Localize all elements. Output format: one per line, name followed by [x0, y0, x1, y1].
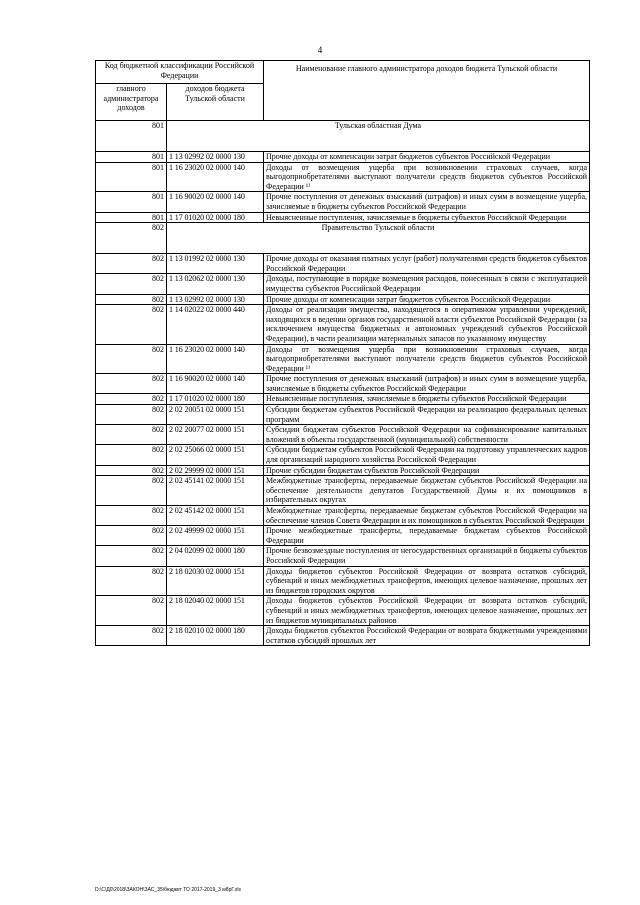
revenue-name: Субсидии бюджетам субъектов Российской Федерации на софинансирование капитальных вложений в объекты государственной (муниципальной) собственности	[264, 425, 590, 445]
revenue-code: 2 18 02010 02 0000 180	[167, 626, 264, 646]
admin-code: 801	[96, 152, 167, 163]
revenue-code: 1 16 90020 02 0000 140	[167, 374, 264, 394]
revenue-code: 2 04 02099 02 0000 180	[167, 546, 264, 566]
table-row	[96, 212, 590, 223]
revenue-name: Субсидии бюджетам субъектов Российской Федерации на реализацию федеральных целевых программ	[264, 405, 590, 425]
admin-code: 802	[96, 374, 167, 394]
table-row	[96, 405, 590, 425]
admin-code: 801	[96, 212, 167, 223]
table-row	[96, 526, 590, 546]
revenue-code: 1 13 02992 02 0000 130	[167, 152, 264, 163]
revenue-name: Межбюджетные трансферты, передаваемые бюджетам субъектов Российской Федерации на обеспечение членов Совета Федерации и их помощников в субъектах Российской Федерации	[264, 506, 590, 526]
section-title: Тульская областная Дума	[167, 121, 590, 152]
table-row	[96, 425, 590, 445]
revenue-name: Невыясненные поступления, зачисляемые в бюджеты субъектов Российской Федерации	[264, 212, 590, 223]
revenue-name: Доходы бюджетов субъектов Российской Федерации от возврата остатков субсидий, субвенций и иных межбюджетных трансфертов, имеющих целевое назначение, прошлых лет из бюджетов городских округов	[264, 566, 590, 596]
revenue-name: Субсидии бюджетам субъектов Российской Федерации на подготовку управленческих кадров для организаций народного хозяйства Российской Федерации	[264, 445, 590, 465]
table-row	[96, 254, 590, 274]
admin-code: 802	[96, 476, 167, 506]
revenue-name: Доходы бюджетов субъектов Российской Федерации от возврата остатков субсидий, субвенций и иных межбюджетных трансфертов, имеющих целевое назначение, прошлых лет из бюджетов муниципальных районов	[264, 596, 590, 626]
table-row	[96, 506, 590, 526]
file-path-footer: D:\С\Д0\2018\ЗАКОН\ЗАС_35\бюджет ТО 2017-2019_3 w8pГ.xls	[95, 887, 241, 893]
admin-code: 802	[96, 546, 167, 566]
revenue-name: Доходы бюджетов субъектов Российской Федерации от возврата бюджетными учреждениями остатков субсидий прошлых лет	[264, 626, 590, 646]
table-row	[96, 394, 590, 405]
revenue-code: 1 16 23020 02 0000 140	[167, 162, 264, 192]
table-row	[96, 566, 590, 596]
admin-code: 802	[96, 626, 167, 646]
revenue-code: 2 02 25066 02 0000 151	[167, 445, 264, 465]
admin-code: 801	[96, 192, 167, 212]
revenue-administrators-table	[95, 60, 590, 646]
admin-code: 802	[96, 566, 167, 596]
table-row	[96, 626, 590, 646]
admin-code: 802	[96, 596, 167, 626]
admin-code: 802	[96, 223, 167, 254]
revenue-code: 2 18 02030 02 0000 151	[167, 566, 264, 596]
header-code-group: Код бюджетной классификации Российской Федерации	[96, 61, 264, 84]
table-row	[96, 344, 590, 374]
admin-code: 802	[96, 506, 167, 526]
revenue-name: Доходы от возмещения ущерба при возникновении страховых случаев, когда выгодоприобретателями выступают получатели средств бюджетов субъектов Российской Федерации ¹⁾	[264, 162, 590, 192]
admin-code: 802	[96, 254, 167, 274]
revenue-code: 2 02 45141 02 0000 151	[167, 476, 264, 506]
revenue-name: Прочие поступления от денежных взысканий (штрафов) и иных сумм в возмещение ущерба, зачисляемые в бюджеты субъектов Российской Федерации	[264, 192, 590, 212]
table-row	[96, 162, 590, 192]
revenue-code: 1 17 01020 02 0000 180	[167, 212, 264, 223]
table-row	[96, 374, 590, 394]
revenue-name: Невыясненные поступления, зачисляемые в бюджеты субъектов Российской Федерации	[264, 394, 590, 405]
revenue-code: 1 16 23020 02 0000 140	[167, 344, 264, 374]
table-row	[96, 546, 590, 566]
section-row	[96, 223, 590, 254]
revenue-code: 2 18 02040 02 0000 151	[167, 596, 264, 626]
revenue-code: 1 17 01020 02 0000 180	[167, 394, 264, 405]
admin-code: 802	[96, 274, 167, 294]
revenue-name: Доходы, поступающие в порядке возмещения расходов, понесенных в связи с эксплуатацией имущества субъектов Российской Федерации	[264, 274, 590, 294]
revenue-code: 2 02 20051 02 0000 151	[167, 405, 264, 425]
revenue-name: Межбюджетные трансферты, передаваемые бюджетам субъектов Российской Федерации на обеспечение деятельности депутатов Государственной Думы и их помощников в избирательных округах	[264, 476, 590, 506]
table-row	[96, 274, 590, 294]
header-revenue: доходов бюджета Тульской области	[167, 84, 264, 121]
table-row	[96, 305, 590, 344]
table-body	[96, 121, 590, 646]
table-row	[96, 596, 590, 626]
table-row	[96, 465, 590, 476]
revenue-name: Доходы от реализации имущества, находящегося в оперативном управлении учреждений, находящихся в ведении органов государственной власти субъектов Российской Федерации (за исключением имущества бюджетных и автономных учреждений субъектов Российской Федерации), в части реализации материальных запасов по указанному имуществу	[264, 305, 590, 344]
revenue-code: 2 02 45142 02 0000 151	[167, 506, 264, 526]
admin-code: 802	[96, 294, 167, 305]
revenue-name: Прочие поступления от денежных взысканий (штрафов) и иных сумм в возмещение ущерба, зачисляемые в бюджеты субъектов Российской Федерации	[264, 374, 590, 394]
admin-code: 802	[96, 305, 167, 344]
section-row	[96, 121, 590, 152]
revenue-name: Прочие межбюджетные трансферты, передаваемые бюджетам субъектов Российской Федерации	[264, 526, 590, 546]
revenue-name: Прочие субсидии бюджетам субъектов Российской Федерации	[264, 465, 590, 476]
admin-code: 802	[96, 526, 167, 546]
revenue-code: 2 02 49999 02 0000 151	[167, 526, 264, 546]
table-row	[96, 476, 590, 506]
revenue-name: Прочие доходы от оказания платных услуг (работ) получателями средств бюджетов субъектов Российской Федерации	[264, 254, 590, 274]
admin-code: 802	[96, 394, 167, 405]
revenue-code: 1 13 02062 02 0000 130	[167, 274, 264, 294]
admin-code: 802	[96, 405, 167, 425]
revenue-name: Прочие безвозмездные поступления от негосударственных организаций в бюджеты субъектов Российской Федерации	[264, 546, 590, 566]
table-row	[96, 192, 590, 212]
header-name: Наименование главного администратора доходов бюджета Тульской области	[264, 61, 590, 121]
table-row	[96, 445, 590, 465]
table-row	[96, 152, 590, 163]
table-row	[96, 294, 590, 305]
revenue-code: 2 02 29999 02 0000 151	[167, 465, 264, 476]
revenue-name: Прочие доходы от компенсации затрат бюджетов субъектов Российской Федерации	[264, 152, 590, 163]
revenue-name: Доходы от возмещения ущерба при возникновении страховых случаев, когда выгодоприобретателями выступают получатели средств бюджетов субъектов Российской Федерации ¹⁾	[264, 344, 590, 374]
section-title: Правительство Тульской области	[167, 223, 590, 254]
admin-code: 801	[96, 162, 167, 192]
revenue-code: 1 14 02022 02 0000 440	[167, 305, 264, 344]
revenue-code: 1 16 90020 02 0000 140	[167, 192, 264, 212]
revenue-code: 1 13 01992 02 0000 130	[167, 254, 264, 274]
admin-code: 802	[96, 425, 167, 445]
revenue-code: 1 13 02992 02 0000 130	[167, 294, 264, 305]
header-admin: главного администратора доходов	[96, 84, 167, 121]
admin-code: 801	[96, 121, 167, 152]
admin-code: 802	[96, 344, 167, 374]
revenue-name: Прочие доходы от компенсации затрат бюджетов субъектов Российской Федерации	[264, 294, 590, 305]
admin-code: 802	[96, 465, 167, 476]
revenue-code: 2 02 20077 02 0000 151	[167, 425, 264, 445]
page-number: 4	[317, 45, 323, 55]
admin-code: 802	[96, 445, 167, 465]
